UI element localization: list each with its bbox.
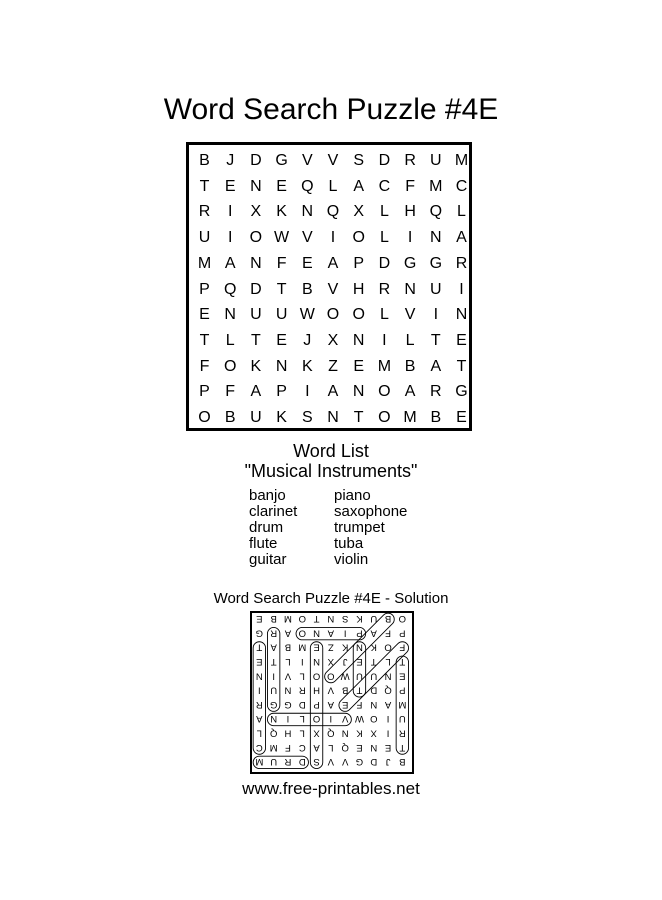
answer-outline-violin [267, 713, 351, 725]
grid-letter: R [430, 383, 442, 401]
grid-letter: C [455, 177, 468, 195]
grid-letter: R [378, 280, 391, 298]
grid-letter: N [455, 306, 468, 324]
grid-letter: U [275, 306, 288, 324]
grid-letter: W [299, 306, 315, 324]
solution-letter: C [298, 741, 306, 753]
solution-letter: S [313, 756, 320, 768]
grid-letter: D [250, 280, 262, 298]
solution-letter: G [355, 756, 364, 768]
solution-letter: A [370, 627, 377, 639]
solution-letter: C [255, 741, 263, 753]
solution-letter: E [256, 655, 263, 667]
solution-letter: Q [384, 684, 392, 696]
solution-letter: E [356, 741, 363, 753]
grid-letter: A [430, 357, 442, 375]
grid-letter: V [404, 306, 416, 324]
solution-letter: T [270, 655, 277, 667]
word-item: saxophone [334, 503, 408, 520]
solution-letter: P [313, 698, 320, 710]
solution-letter: N [255, 670, 263, 682]
solution-letter: M [255, 756, 264, 768]
solution-letter: E [341, 698, 349, 710]
solution-letter: V [327, 756, 335, 768]
solution-letter: Q [341, 741, 349, 753]
grid-letter: L [457, 203, 466, 221]
grid-letter: E [276, 331, 287, 349]
grid-letter: I [382, 331, 387, 349]
word-list-column-2 [334, 488, 407, 568]
solution-letter: O [298, 627, 306, 639]
grid-letter: G [455, 383, 468, 401]
word-item: guitar [249, 551, 287, 568]
grid-letter: X [353, 203, 365, 221]
solution-letter: Q [327, 727, 335, 739]
grid-letter: O [378, 409, 391, 426]
grid-letter: E [301, 254, 313, 272]
solution-letter: J [342, 655, 348, 667]
solution-letter: H [284, 727, 292, 739]
grid-letter: D [378, 152, 391, 169]
solution-letter: B [284, 641, 292, 653]
grid-letter: H [352, 280, 365, 298]
solution-letter: T [399, 741, 406, 753]
grid-letter: J [303, 331, 312, 349]
grid-letter: O [352, 229, 365, 247]
word-item: trumpet [334, 519, 385, 536]
grid-letter: E [353, 357, 365, 375]
grid-letter: B [224, 409, 236, 426]
grid-letter: W [274, 229, 290, 247]
grid-letter: G [429, 254, 443, 272]
solution-letter: D [298, 756, 306, 768]
grid-letter: O [198, 409, 211, 426]
solution-letter: M [283, 613, 292, 625]
solution-letter: I [343, 627, 347, 639]
solution-letter: U [370, 613, 378, 625]
solution-letter: F [285, 741, 291, 753]
solution-letter: V [341, 756, 349, 768]
solution-letter: O [298, 613, 306, 625]
word-item: drum [249, 519, 284, 536]
solution-letter: V [284, 670, 292, 682]
grid-letter: M [429, 177, 443, 195]
grid-letter: M [403, 409, 417, 426]
solution-letter: L [328, 741, 334, 753]
solution-letter: R [284, 756, 292, 768]
grid-letter: T [456, 357, 467, 375]
solution-letter: N [384, 670, 392, 682]
solution-letter: L [256, 727, 262, 739]
solution-letter: M [398, 698, 407, 710]
grid-letter: B [199, 152, 210, 169]
grid-letter: E [456, 409, 467, 426]
solution-letter: B [399, 756, 406, 768]
solution-letter: L [299, 727, 305, 739]
solution-letter: K [341, 641, 349, 653]
solution-letter: H [313, 684, 320, 696]
grid-letter: A [250, 383, 262, 401]
solution-letter: B [270, 613, 277, 625]
grid-letter: U [430, 280, 442, 298]
grid-letter: B [430, 409, 442, 426]
grid-letter: P [276, 383, 287, 401]
solution-letter: T [356, 684, 363, 696]
solution-letter: I [300, 655, 304, 667]
solution-letter: E [399, 670, 406, 682]
grid-letter: Q [429, 203, 443, 221]
grid-letter: T [276, 280, 287, 298]
grid-letter: L [405, 331, 415, 349]
solution-letter: N [370, 741, 378, 753]
word-item: flute [249, 535, 278, 552]
solution-letter: B [384, 613, 392, 625]
solution-letter: L [299, 670, 305, 682]
solution-letter: N [341, 727, 349, 739]
grid-letter: K [301, 357, 313, 375]
grid-letter: R [404, 152, 416, 169]
grid-letter: F [199, 357, 210, 375]
grid-letter: K [250, 357, 262, 375]
grid-letter: M [454, 152, 469, 169]
solution-letter: E [313, 641, 320, 653]
solution-letter: D [370, 684, 378, 696]
grid-letter: N [430, 229, 442, 247]
grid-letter: N [404, 280, 416, 298]
solution-letter: N [284, 684, 292, 696]
grid-letter: A [224, 254, 236, 272]
solution-letter: A [270, 641, 277, 653]
solution-letter: V [341, 713, 349, 725]
grid-letter: G [275, 152, 288, 169]
grid-letter: I [433, 306, 439, 324]
solution-letter: I [329, 713, 333, 725]
solution-rotated-group [253, 613, 411, 769]
solution-letter: L [285, 655, 291, 667]
grid-letter: T [430, 331, 441, 349]
grid-letter: L [379, 203, 389, 221]
solution-letter: O [312, 713, 321, 725]
word-item: violin [334, 551, 369, 568]
solution-letter: O [370, 713, 378, 725]
solution-letter: O [398, 613, 407, 625]
solution-letter: A [327, 627, 335, 639]
grid-letter: X [250, 203, 262, 221]
solution-letter: T [399, 655, 406, 667]
solution-letter: L [385, 655, 391, 667]
grid-letter: U [250, 306, 262, 324]
solution-letter: S [341, 613, 349, 625]
grid-letter: V [301, 152, 313, 169]
solution-letter: E [356, 655, 363, 667]
grid-letter: I [305, 383, 310, 401]
solution-letter: I [286, 713, 290, 725]
solution-letter: T [370, 655, 377, 667]
grid-letter: E [456, 331, 467, 349]
solution-letter: A [284, 627, 292, 639]
solution-letter: K [356, 613, 363, 625]
grid-letter: N [250, 254, 262, 272]
grid-letter: F [276, 254, 287, 272]
page-title: Word Search Puzzle #4E [163, 93, 499, 126]
solution-letter: P [399, 684, 406, 696]
grid-letter: S [301, 409, 313, 426]
grid-letter: A [456, 229, 467, 247]
solution-letter: D [370, 756, 378, 768]
grid-letter: I [227, 203, 233, 221]
solution-letter: X [313, 727, 320, 739]
grid-letter: N [224, 306, 236, 324]
grid-letter: T [199, 331, 210, 349]
solution-letter: F [385, 627, 391, 639]
solution-letter: E [256, 613, 263, 625]
solution-letter: U [356, 670, 363, 682]
grid-letter: O [249, 229, 263, 247]
solution-letter: T [256, 641, 263, 653]
solution-letter: P [356, 627, 363, 639]
solution-letter: N [270, 713, 278, 725]
grid-letter: O [352, 306, 365, 324]
word-list-column-1 [249, 488, 297, 568]
grid-letter: D [378, 254, 391, 272]
solution-letter: R [398, 727, 406, 739]
grid-letter: R [198, 203, 211, 221]
solution-letter: M [298, 641, 307, 653]
grid-letter: U [430, 152, 442, 169]
grid-letter: V [301, 229, 313, 247]
grid-letter: T [199, 177, 210, 195]
grid-letter: I [407, 229, 413, 247]
grid-letter: K [276, 409, 287, 426]
solution-letter: B [341, 684, 349, 696]
grid-letter: O [378, 383, 391, 401]
grid-letter: T [251, 331, 261, 349]
solution-letter: K [370, 641, 377, 653]
solution-letter: U [370, 670, 378, 682]
solution-letter: K [356, 727, 363, 739]
grid-letter: L [379, 229, 389, 247]
solution-letter: Z [327, 641, 334, 653]
answer-outline-guitar [267, 627, 279, 711]
solution-letter: Q [269, 727, 278, 739]
grid-letter: E [224, 177, 236, 195]
puzzle-grid [186, 142, 472, 431]
solution-letter: I [386, 727, 390, 739]
solution-letter: D [298, 698, 306, 710]
grid-letter: L [379, 306, 389, 324]
solution-letter: A [384, 698, 392, 710]
grid-letter: N [352, 383, 365, 401]
solution-letter: F [356, 698, 363, 710]
grid-letter: F [225, 383, 236, 401]
grid-letter: O [326, 306, 340, 324]
grid-letter: V [327, 280, 339, 298]
grid-letter: T [353, 409, 364, 426]
grid-letter: N [250, 177, 262, 195]
solution-letter: I [272, 670, 275, 682]
grid-letter: U [250, 409, 262, 426]
solution-letter: W [354, 713, 364, 725]
grid-letter: P [199, 280, 210, 298]
solution-letter: N [356, 641, 363, 653]
solution-letter: X [370, 727, 377, 739]
grid-letter: L [328, 177, 338, 195]
word-item: clarinet [249, 503, 298, 520]
grid-letter: I [330, 229, 336, 247]
grid-letter: C [378, 177, 391, 195]
grid-letter: P [353, 254, 365, 272]
solution-letter: R [270, 627, 278, 639]
solution-letter: I [386, 713, 390, 725]
solution-letter: M [269, 741, 278, 753]
solution-letter: G [284, 698, 292, 710]
solution-letter: A [256, 713, 263, 725]
grid-letter: S [353, 152, 365, 169]
grid-letter: F [405, 177, 415, 195]
grid-letter: M [377, 357, 392, 375]
solution-letter: V [327, 684, 335, 696]
solution-grid [250, 611, 414, 774]
grid-letter: I [459, 280, 464, 298]
grid-letter: H [404, 203, 416, 221]
solution-letter: O [327, 670, 335, 682]
solution-letter: R [298, 684, 306, 696]
grid-letter: A [327, 383, 339, 401]
grid-letter: X [327, 331, 339, 349]
solution-letter: O [384, 641, 392, 653]
grid-letter: N [352, 331, 365, 349]
solution-letter: F [399, 641, 406, 653]
solution-letter: X [327, 655, 335, 667]
grid-letter: N [301, 203, 314, 221]
solution-letter: E [384, 741, 392, 753]
solution-letter: A [313, 741, 320, 753]
grid-letter: A [353, 177, 365, 195]
solution-letter: G [269, 698, 278, 710]
word-item: banjo [249, 487, 286, 504]
solution-letter: L [299, 713, 305, 725]
grid-letter: D [250, 152, 262, 169]
grid-letter: Z [328, 357, 338, 375]
grid-letter: Q [223, 280, 237, 298]
solution-letter: G [255, 627, 264, 639]
grid-letter: N [275, 357, 288, 375]
grid-letter: V [327, 152, 339, 169]
word-item: tuba [334, 535, 364, 552]
grid-letter: E [276, 177, 287, 195]
grid-letter: B [404, 357, 416, 375]
grid-letter: B [301, 280, 313, 298]
solution-title: Word Search Puzzle #4E - Solution [213, 590, 449, 607]
grid-letter: A [327, 254, 339, 272]
solution-letter: T [313, 613, 320, 625]
grid-letter: I [227, 229, 233, 247]
grid-letter: O [223, 357, 237, 375]
solution-letter: I [258, 684, 261, 696]
solution-letter: N [327, 613, 335, 625]
grid-letter: E [199, 306, 210, 324]
grid-letter: U [198, 229, 211, 247]
solution-letter: U [398, 713, 406, 725]
solution-letter: N [370, 698, 378, 710]
grid-letter: Q [301, 177, 314, 195]
grid-letter: L [225, 331, 235, 349]
solution-letter: N [313, 627, 320, 639]
solution-letter: J [385, 756, 391, 768]
solution-letter: A [327, 698, 335, 710]
grid-letter: M [197, 254, 212, 272]
solution-letter: U [270, 684, 278, 696]
grid-letter: A [404, 383, 416, 401]
solution-letter: U [270, 756, 278, 768]
grid-letter: J [226, 152, 235, 169]
word-list-theme: "Musical Instruments" [244, 461, 418, 481]
solution-letter: W [340, 670, 350, 682]
solution-letter: N [313, 655, 320, 667]
grid-letter: Q [326, 203, 340, 221]
word-item: piano [334, 487, 371, 504]
solution-letter: O [312, 670, 321, 682]
grid-letter: R [455, 254, 468, 272]
grid-letter: N [327, 409, 339, 426]
solution-letter: R [255, 698, 263, 710]
grid-letter: K [276, 203, 287, 221]
grid-letter: P [199, 383, 210, 401]
footer-url: www.free-printables.net [242, 779, 420, 798]
solution-graphic [252, 613, 412, 772]
word-list-heading: Word List [293, 441, 369, 461]
solution-letter: P [399, 627, 406, 639]
grid-letter: G [403, 254, 417, 272]
